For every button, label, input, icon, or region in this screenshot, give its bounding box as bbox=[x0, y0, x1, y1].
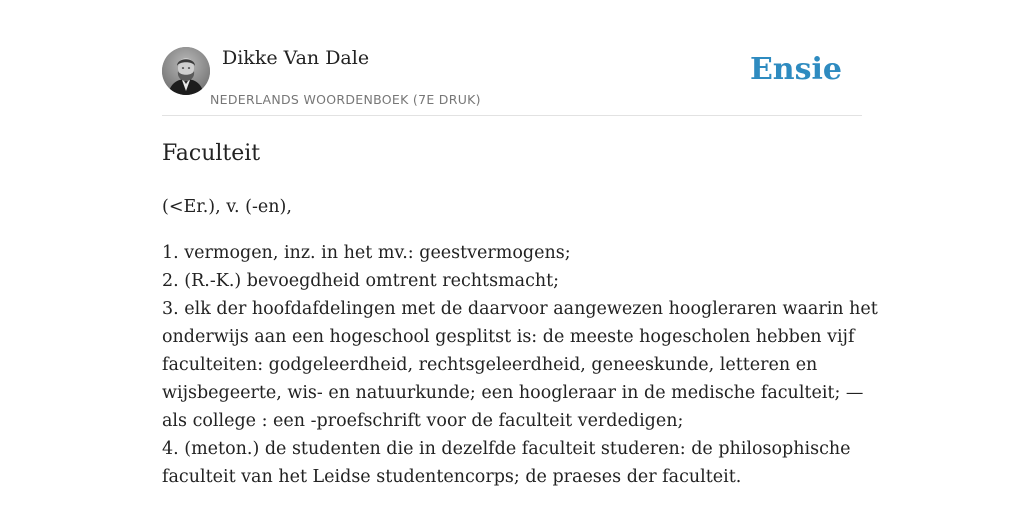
definition-line: 2. (R.-K.) bevoegdheid omtrent rechtsmacht; bbox=[162, 271, 560, 291]
author-avatar[interactable] bbox=[162, 47, 210, 95]
entry-definitions bbox=[162, 239, 878, 491]
definition-line: faculteiten: godgeleerdheid, rechtsgeleerdheid, geneeskunde, letteren en bbox=[162, 355, 818, 375]
definition-line: 4. (meton.) de studenten die in dezelfde faculteit studeren: de philosophische bbox=[162, 439, 851, 459]
definition-line: onderwijs aan een hogeschool gesplitst is: de meeste hogescholen hebben vijf bbox=[162, 327, 855, 347]
brand-logo[interactable]: Ensie bbox=[749, 52, 842, 87]
entry-headword: Faculteit bbox=[162, 141, 261, 166]
portrait-icon bbox=[162, 47, 210, 95]
definition-line: als college : een -proefschrift voor de faculteit verdedigen; bbox=[162, 411, 684, 431]
definition-line: 3. elk der hoofdafdelingen met de daarvoor aangewezen hoogleraren waarin het bbox=[162, 299, 878, 319]
entry-grammar: (<Er.), v. (-en), bbox=[162, 197, 292, 217]
definition-line: wijsbegeerte, wis- en natuurkunde; een hoogleraar in de medische faculteit; — bbox=[162, 383, 864, 403]
definition-line: faculteit van het Leidse studentencorps; de praeses der faculteit. bbox=[162, 467, 742, 487]
dictionary-source[interactable]: NEDERLANDS WOORDENBOEK (7E DRUK) bbox=[210, 92, 481, 107]
author-name[interactable]: Dikke Van Dale bbox=[222, 47, 370, 69]
header-divider bbox=[162, 115, 862, 116]
definition-line: 1. vermogen, inz. in het mv.: geestvermogens; bbox=[162, 243, 571, 263]
